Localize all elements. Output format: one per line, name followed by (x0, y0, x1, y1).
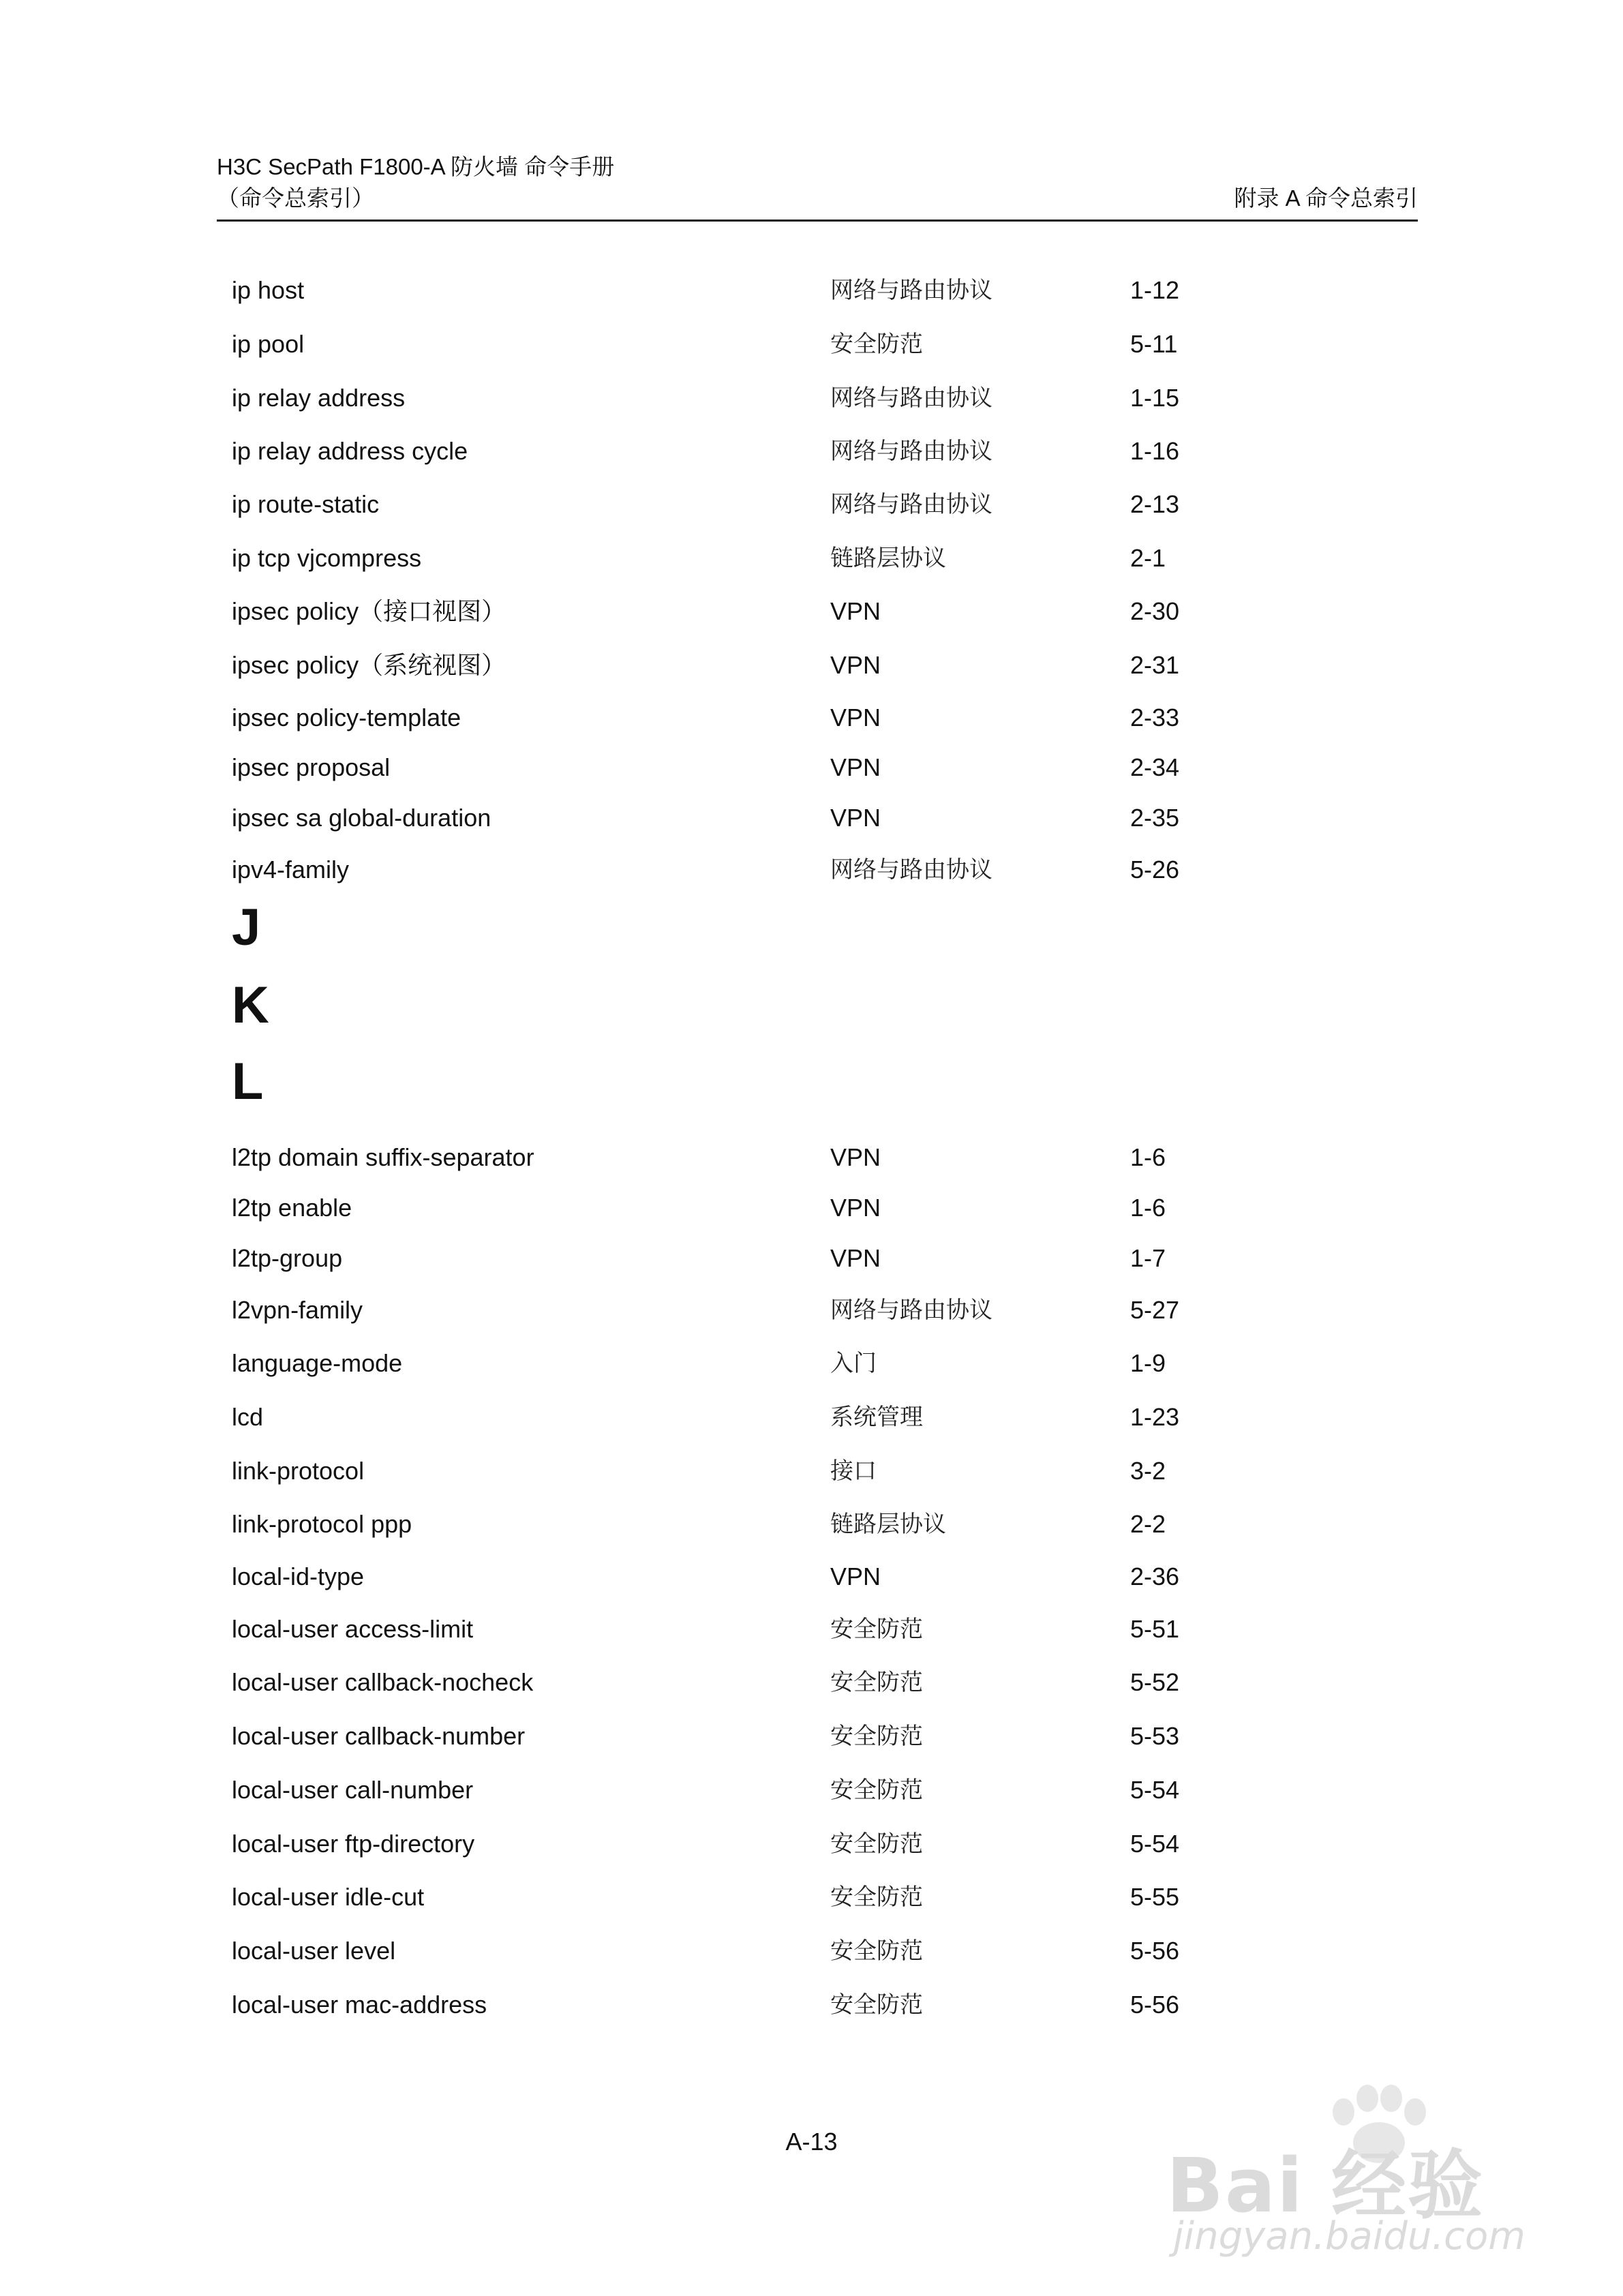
command-name: ipsec policy-template (232, 704, 461, 731)
command-name: ipsec sa global-duration (232, 804, 491, 832)
manual-section: VPN (830, 804, 881, 832)
page-reference: 1-16 (1130, 437, 1180, 465)
command-name: l2vpn-family (232, 1296, 363, 1324)
manual-section: VPN (830, 1244, 881, 1272)
page-reference: 5-51 (1130, 1615, 1180, 1643)
page-reference: 2-36 (1130, 1562, 1180, 1590)
page-number: A-13 (785, 2128, 838, 2156)
manual-section: 链路层协议 (830, 1511, 946, 1538)
manual-section: VPN (830, 1194, 881, 1222)
manual-section: VPN (830, 753, 881, 781)
appendix-title: 附录 A 命令总索引 (1234, 185, 1418, 211)
page-reference: 2-13 (1130, 490, 1180, 518)
command-name: link-protocol (232, 1457, 365, 1485)
manual-section: 安全防范 (830, 1616, 923, 1643)
page-reference: 5-26 (1130, 856, 1180, 883)
section-letter: L (232, 1053, 264, 1111)
page-reference: 5-54 (1130, 1776, 1180, 1804)
manual-section: 安全防范 (830, 331, 923, 358)
command-name: local-user callback-nocheck (232, 1668, 534, 1696)
manual-section: 网络与路由协议 (830, 1297, 992, 1324)
page-reference: 5-53 (1130, 1722, 1180, 1750)
section-letter: K (232, 976, 269, 1034)
manual-section: VPN (830, 1562, 881, 1590)
command-name: ip relay address cycle (232, 437, 468, 465)
baidu-watermark (1166, 2085, 1548, 2259)
manual-section: 安全防范 (830, 1937, 923, 1965)
command-name: language-mode (232, 1349, 403, 1377)
page-reference: 5-11 (1130, 330, 1178, 358)
manual-section: VPN (830, 651, 881, 679)
command-name: l2tp enable (232, 1194, 352, 1222)
manual-section: 安全防范 (830, 1669, 923, 1696)
page-reference: 5-55 (1130, 1883, 1180, 1911)
section-letter: J (232, 898, 261, 956)
command-name: ipv4-family (232, 856, 350, 883)
page-reference: 1-12 (1130, 276, 1180, 304)
page-reference: 5-54 (1130, 1830, 1180, 1858)
command-name: local-user call-number (232, 1776, 474, 1804)
page-reference: 2-33 (1130, 704, 1180, 731)
page-reference: 1-6 (1130, 1194, 1166, 1222)
page-reference: 2-34 (1130, 753, 1180, 781)
command-name: l2tp domain suffix-separator (232, 1143, 534, 1171)
manual-section: 网络与路由协议 (830, 438, 992, 465)
page-reference: 5-52 (1130, 1668, 1180, 1696)
page-reference: 2-35 (1130, 804, 1180, 832)
manual-section: 安全防范 (830, 1991, 923, 2019)
page-reference: 1-6 (1130, 1143, 1166, 1171)
manual-section: 网络与路由协议 (830, 277, 992, 304)
watermark-brand: Bai 经验 (1166, 2142, 1485, 2229)
command-name: ipsec policy（接口视图） (232, 597, 506, 625)
manual-section: 安全防范 (830, 1723, 923, 1750)
manual-section: 接口 (830, 1457, 877, 1485)
command-name: ipsec proposal (232, 753, 391, 781)
manual-section: 安全防范 (830, 1830, 923, 1858)
command-name: ipsec policy（系统视图） (232, 651, 506, 679)
command-name: local-user mac-address (232, 1991, 487, 2019)
watermark-url: jingyan.baidu.com (1173, 2214, 1526, 2259)
command-name: ip relay address (232, 384, 406, 412)
page-reference: 2-30 (1130, 597, 1180, 625)
manual-section: 链路层协议 (830, 545, 946, 572)
command-name: ip pool (232, 330, 305, 358)
command-name: l2tp-group (232, 1244, 343, 1272)
manual-section: 安全防范 (830, 1884, 923, 1911)
page-reference: 5-56 (1130, 1937, 1180, 1965)
command-name: local-user idle-cut (232, 1883, 425, 1911)
manual-section: 网络与路由协议 (830, 491, 992, 518)
command-name: local-id-type (232, 1562, 365, 1590)
manual-title: H3C SecPath F1800-A 防火墙 命令手册 (217, 154, 615, 179)
manual-section: 网络与路由协议 (830, 384, 992, 412)
page-reference: 3-2 (1130, 1457, 1166, 1485)
manual-section: 安全防范 (830, 1777, 923, 1804)
command-name: ip tcp vjcompress (232, 544, 422, 572)
page-reference: 2-1 (1130, 544, 1166, 572)
page-reference: 2-2 (1130, 1510, 1166, 1538)
command-name: lcd (232, 1403, 264, 1431)
page-header (217, 151, 1418, 214)
page-reference: 1-23 (1130, 1403, 1180, 1431)
page-reference: 1-7 (1130, 1244, 1166, 1272)
command-name: local-user callback-number (232, 1722, 526, 1750)
command-name: local-user ftp-directory (232, 1830, 475, 1858)
manual-section: 入门 (830, 1350, 877, 1377)
command-name: ip route-static (232, 490, 380, 518)
header-rule (217, 220, 1418, 222)
manual-subtitle: （命令总索引） (217, 185, 374, 211)
command-name: ip host (232, 276, 305, 304)
header-line-2 (217, 183, 1418, 214)
manual-section: 系统管理 (830, 1404, 923, 1431)
page-reference: 2-31 (1130, 651, 1180, 679)
page-reference: 1-15 (1130, 384, 1180, 412)
page-reference: 1-9 (1130, 1349, 1166, 1377)
command-name: local-user level (232, 1937, 396, 1965)
page-reference: 5-27 (1130, 1296, 1180, 1324)
page-reference: 5-56 (1130, 1991, 1180, 2019)
manual-section: VPN (830, 597, 881, 625)
command-name: link-protocol ppp (232, 1510, 412, 1538)
command-name: local-user access-limit (232, 1615, 474, 1643)
manual-section: VPN (830, 1143, 881, 1171)
manual-section: 网络与路由协议 (830, 856, 992, 883)
manual-section: VPN (830, 704, 881, 731)
